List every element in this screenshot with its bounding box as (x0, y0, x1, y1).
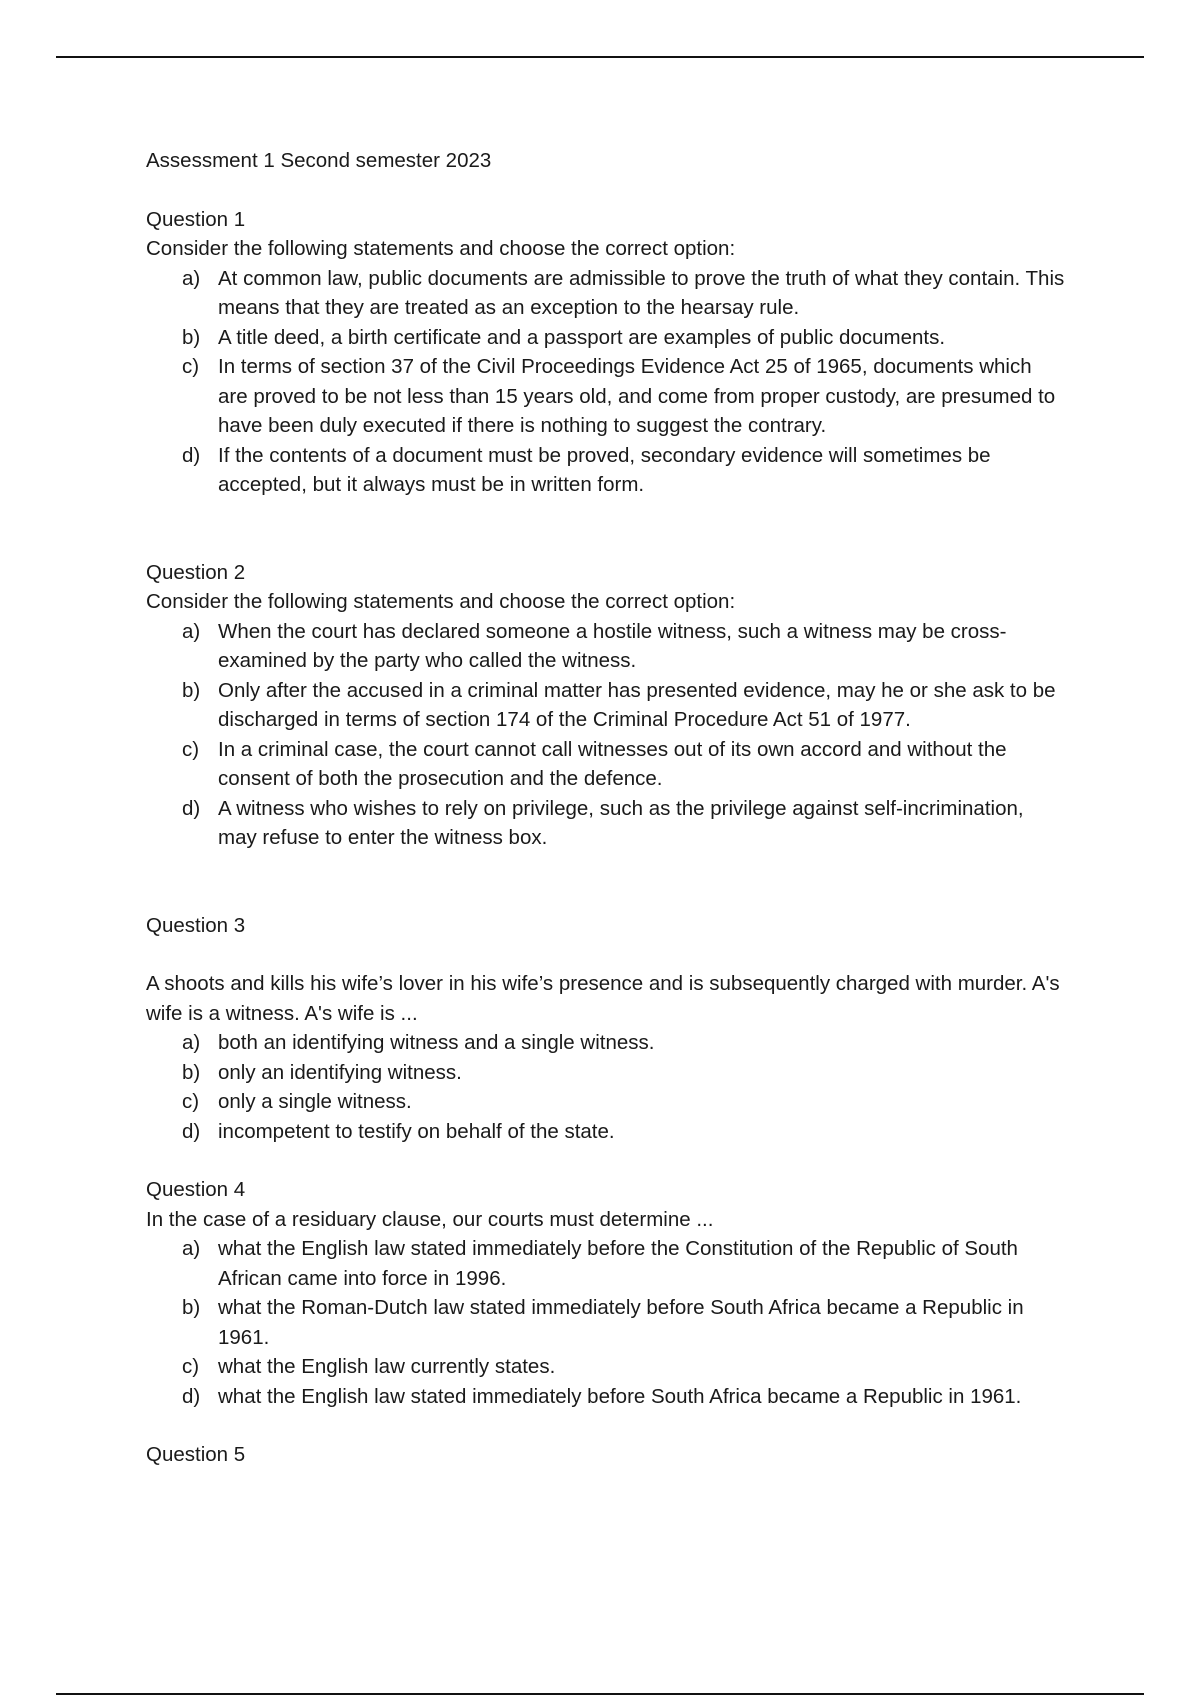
question-4 (146, 1175, 1066, 1411)
option-text: what the Roman-Dutch law stated immediately before South Africa became a Republic in 1961. (218, 1296, 1024, 1349)
question-title: Question 2 (146, 560, 246, 584)
question-5 (146, 1440, 1066, 1470)
option-text: what the English law stated immediately before South Africa became a Republic in 1961. (218, 1384, 1022, 1408)
option-b (146, 323, 1066, 353)
option-label: a) (182, 1031, 201, 1054)
option-text: A title deed, a birth certificate and a passport are examples of public documents. (218, 325, 946, 349)
option-list (146, 1234, 1066, 1411)
option-label: c) (182, 355, 200, 378)
option-text: Only after the accused in a criminal matter has presented evidence, may he or she ask to be discharged in terms of section 174 of the Criminal Procedure Act 51 of 1977. (218, 678, 1056, 731)
question-title: Question 3 (146, 913, 246, 937)
option-a (146, 1028, 1066, 1058)
option-label: d) (182, 443, 201, 467)
document-title: Assessment 1 Second semester 2023 (146, 149, 492, 172)
option-text: If the contents of a document must be proved, secondary evidence will sometimes be accepted, but it always must be in written form. (218, 443, 991, 496)
option-label: a) (182, 619, 201, 643)
option-d (146, 1117, 1066, 1147)
option-text: what the English law stated immediately before the Constitution of the Republic of South African came into force in 1996. (218, 1237, 1018, 1290)
option-b (146, 676, 1066, 735)
option-b (146, 1058, 1066, 1088)
option-text: incompetent to testify on behalf of the state. (218, 1119, 615, 1143)
option-text: only an identifying witness. (218, 1060, 462, 1084)
option-label: a) (182, 1237, 201, 1260)
option-c (146, 1087, 1066, 1117)
option-label: d) (182, 796, 201, 820)
option-text: In terms of section 37 of the Civil Proceedings Evidence Act 25 of 1965, documents which are proved to be not less than 15 years old, and come from proper custody, are presumed to have been duly executed if there is nothing to suggest the contrary. (218, 355, 1056, 437)
option-c (146, 1352, 1066, 1382)
option-label: c) (182, 1355, 200, 1378)
question-3 (146, 911, 1066, 1147)
option-label: b) (182, 1060, 201, 1084)
question-title: Question 4 (146, 1178, 246, 1201)
option-list (146, 264, 1066, 500)
document-body (146, 146, 1066, 1470)
option-c (146, 352, 1066, 441)
question-stem: A shoots and kills his wife’s lover in his wife’s presence and is subsequently charged with murder. A's wife is a witness. A's wife is ... (146, 972, 1060, 1025)
option-text: A witness who wishes to rely on privilege, such as the privilege against self-incrimination, may refuse to enter the witness box. (218, 796, 1024, 849)
option-list (146, 617, 1066, 853)
option-text: In a criminal case, the court cannot call witnesses out of its own accord and without the consent of both the prosecution and the defence. (218, 737, 1007, 790)
option-label: a) (182, 266, 201, 290)
option-a (146, 1234, 1066, 1293)
question-2 (146, 558, 1066, 853)
question-title: Question 5 (146, 1443, 246, 1466)
option-a (146, 264, 1066, 323)
question-stem: In the case of a residuary clause, our courts must determine ... (146, 1207, 714, 1231)
option-c (146, 735, 1066, 794)
option-label: b) (182, 325, 201, 349)
option-text: only a single witness. (218, 1090, 412, 1113)
option-list (146, 1028, 1066, 1146)
option-d (146, 1382, 1066, 1412)
header-rule (56, 56, 1144, 58)
question-1 (146, 205, 1066, 500)
option-d (146, 441, 1066, 500)
question-stem: Consider the following statements and choose the correct option: (146, 590, 736, 613)
option-label: d) (182, 1384, 201, 1408)
option-text: what the English law currently states. (218, 1355, 556, 1378)
option-label: c) (182, 1090, 200, 1113)
footer-rule (56, 1693, 1144, 1695)
option-text: both an identifying witness and a single witness. (218, 1031, 655, 1054)
option-a (146, 617, 1066, 676)
question-title: Question 1 (146, 207, 246, 231)
option-label: b) (182, 678, 201, 702)
option-text: When the court has declared someone a hostile witness, such a witness may be cross-examined by the party who called the witness. (218, 619, 1007, 672)
option-label: c) (182, 737, 200, 761)
option-b (146, 1293, 1066, 1352)
question-stem: Consider the following statements and choose the correct option: (146, 237, 736, 260)
option-label: b) (182, 1296, 201, 1319)
option-d (146, 794, 1066, 853)
option-text: At common law, public documents are admissible to prove the truth of what they contain. This means that they are treated as an exception to the hearsay rule. (218, 266, 1065, 319)
option-label: d) (182, 1119, 201, 1143)
